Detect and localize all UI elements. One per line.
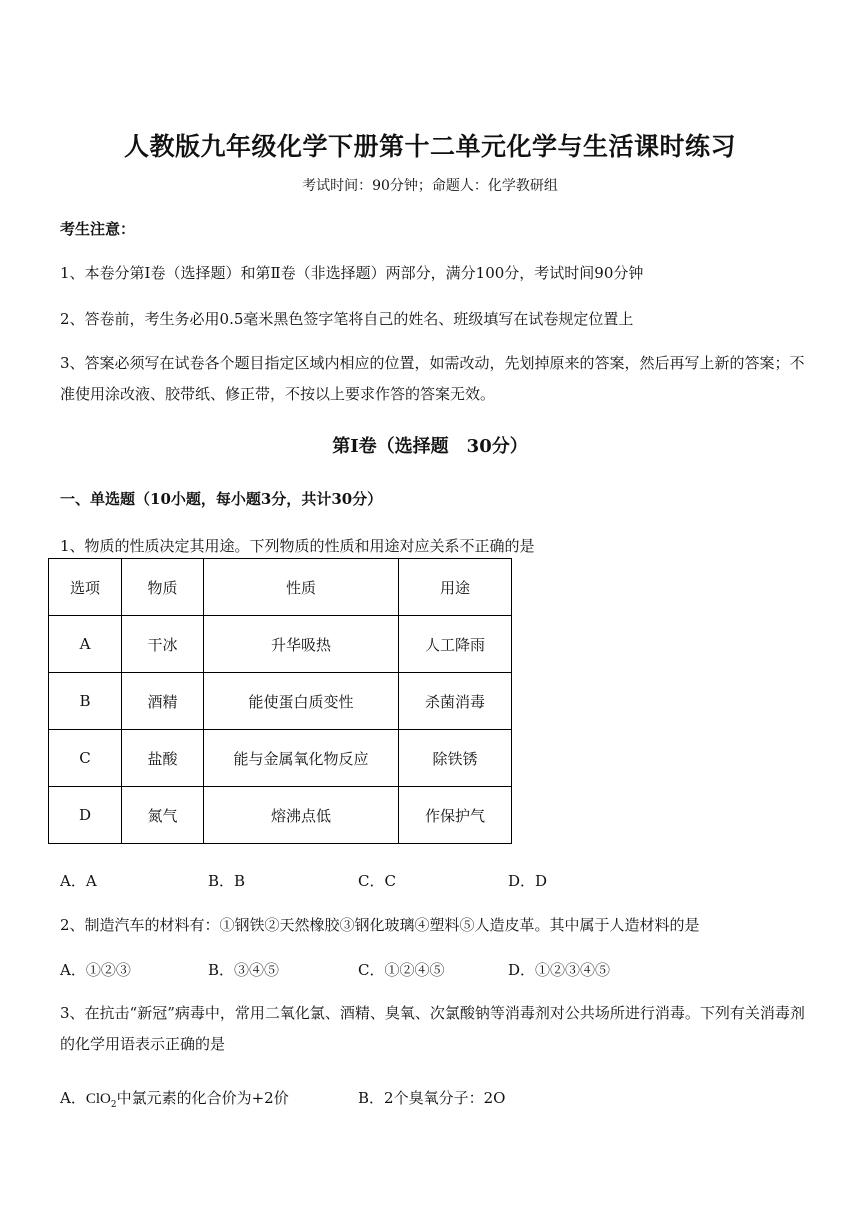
table-cell: 酒精: [122, 673, 204, 730]
table-cell: 能使蛋白质变性: [204, 673, 399, 730]
table-row: [49, 787, 512, 844]
option-text: 中氯元素的化合价为+2价: [116, 1089, 289, 1107]
answer-option-b[interactable]: B．③④⑤: [208, 961, 280, 979]
answer-option-c[interactable]: C．①②④⑤: [358, 961, 445, 979]
answer-option-d[interactable]: D．①②③④⑤: [508, 961, 611, 979]
table-cell: 作保护气: [399, 787, 512, 844]
table-cell: 能与金属氧化物反应: [204, 730, 399, 787]
part-heading: 一、单选题（10小题，每小题3分，共计30分）: [60, 490, 383, 508]
answer-option-a[interactable]: [60, 1087, 289, 1110]
question-stem: 2、制造汽车的材料有：①钢铁②天然橡胶③钢化玻璃④塑料⑤人造皮革。其中属于人造材料的是: [60, 916, 700, 934]
question-stem: 1、物质的性质决定其用途。下列物质的性质和用途对应关系不正确的是: [60, 537, 535, 555]
table-cell: 盐酸: [122, 730, 204, 787]
table-cell: C: [49, 730, 122, 787]
table-row: [49, 730, 512, 787]
table-cell: 升华吸热: [204, 616, 399, 673]
table-cell: 杀菌消毒: [399, 673, 512, 730]
question-stem: 3、在抗击“新冠”病毒中，常用二氧化氯、酒精、臭氧、次氯酸钠等消毒剂对公共场所进行消毒。下列有关消毒剂的化学用语表示正确的是: [60, 1004, 805, 1053]
notice-item: 2、答卷前，考生务必用0.5毫米黑色签字笔将自己的姓名、班级填写在试卷规定位置上: [60, 310, 634, 328]
table-row: [49, 673, 512, 730]
section-title: 第I卷（选择题 30分）: [332, 436, 528, 457]
table-cell: 除铁锈: [399, 730, 512, 787]
table-cell: B: [49, 673, 122, 730]
table-row: [49, 616, 512, 673]
answer-option-b[interactable]: B．B: [208, 872, 246, 890]
table-cell: A: [49, 616, 122, 673]
table-cell: 人工降雨: [399, 616, 512, 673]
notice-item: 1、本卷分第I卷（选择题）和第Ⅱ卷（非选择题）两部分，满分100分，考试时间90分钟: [60, 264, 644, 282]
exam-info: 考试时间：90分钟；命题人：化学教研组: [302, 178, 558, 194]
table-cell: D: [49, 787, 122, 844]
answer-option-c[interactable]: C．C: [358, 872, 396, 890]
notice-item: 3、答案必须写在试卷各个题目指定区域内相应的位置，如需改动，先划掉原来的答案，然后再写上新的答案；不准使用涂改液、胶带纸、修正带，不按以上要求作答的答案无效。: [60, 354, 805, 403]
table-cell: 氮气: [122, 787, 204, 844]
table-header-cell: 用途: [399, 559, 512, 616]
table-header-cell: 物质: [122, 559, 204, 616]
answer-option-d[interactable]: D．D: [508, 872, 548, 890]
table-cell: 熔沸点低: [204, 787, 399, 844]
page-title: 人教版九年级化学下册第十二单元化学与生活课时练习: [123, 132, 736, 161]
answer-option-a[interactable]: A．A: [60, 872, 97, 890]
table-header-cell: 性质: [204, 559, 399, 616]
table-header-cell: 选项: [49, 559, 122, 616]
option-prefix: A．: [60, 1089, 86, 1107]
answer-option-b[interactable]: B．2个臭氧分子：2O: [358, 1089, 506, 1107]
chemical-formula: ClO: [85, 1091, 111, 1107]
answer-option-a[interactable]: A．①②③: [60, 961, 131, 979]
table-cell: 干冰: [122, 616, 204, 673]
formula-subscript: 2: [110, 1100, 117, 1110]
table-header-row: [49, 559, 512, 616]
notice-heading: 考生注意：: [60, 220, 136, 238]
answer-table: [48, 558, 512, 844]
